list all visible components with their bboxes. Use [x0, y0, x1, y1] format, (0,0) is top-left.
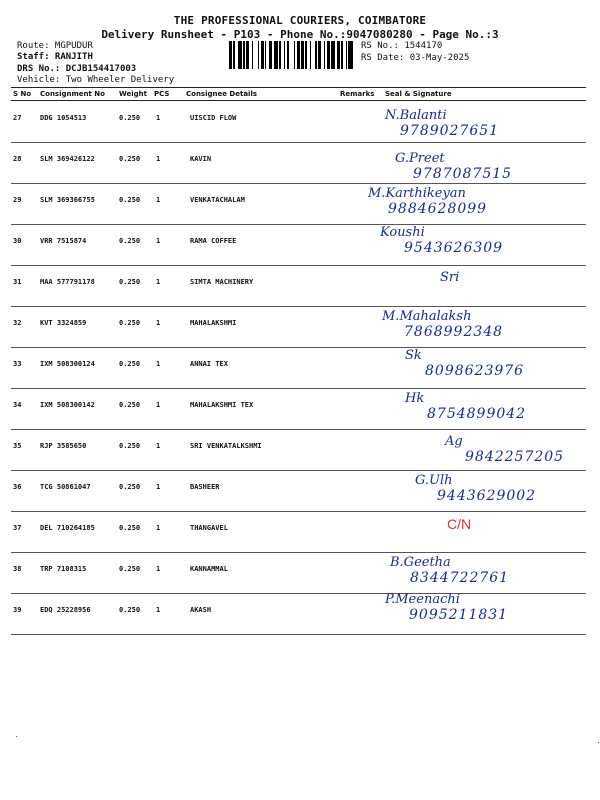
col-header-pcs: PCS: [154, 90, 170, 98]
row-weight: 0.250: [119, 524, 141, 532]
signature-name: B.Geetha: [390, 555, 451, 570]
drs-info: DRS No.: DCJB154417003: [17, 64, 137, 74]
table-row: [0, 266, 600, 307]
handwritten-signature: [405, 344, 422, 363]
signature-phone: 8344722761: [410, 570, 510, 586]
handwritten-signature: [445, 430, 463, 449]
row-consignment-no: VRR 7515874: [40, 237, 87, 245]
row-weight: 0.250: [119, 114, 141, 122]
handwritten-signature: [405, 387, 424, 406]
row-weight: 0.250: [119, 442, 141, 450]
row-consignee: SIMTA MACHINERY: [190, 278, 254, 286]
signature-phone: 8754899042: [427, 406, 527, 422]
row-consignment-no: TCG 50861047: [40, 483, 91, 491]
row-sno: 35: [13, 442, 22, 450]
table-row: [0, 594, 600, 635]
handwritten-phone: [437, 485, 536, 504]
row-pcs: 1: [156, 565, 161, 573]
signature-name: Ag: [445, 434, 463, 449]
row-consignment-no: DEL 710264185: [40, 524, 95, 532]
signature-phone: 7868992348: [404, 324, 504, 340]
row-pcs: 1: [156, 155, 161, 163]
row-sno: 36: [13, 483, 22, 491]
row-sno: 27: [13, 114, 22, 122]
header-bottom-rule: [11, 100, 586, 101]
barcode-image: [229, 41, 356, 69]
row-pcs: 1: [156, 278, 161, 286]
row-consignee: THANGAVEL: [190, 524, 228, 532]
handwritten-phone: [404, 321, 503, 340]
row-consignee: MAHALAKSHMI: [190, 319, 237, 327]
signature-name: G.Ulh: [415, 473, 453, 488]
row-consignment-no: SLM 369426122: [40, 155, 95, 163]
signature-phone: 9842257205: [465, 449, 565, 465]
row-pcs: 1: [156, 606, 161, 614]
handwritten-phone: [425, 360, 524, 379]
row-pcs: 1: [156, 360, 161, 368]
row-sno: 31: [13, 278, 22, 286]
table-row: [0, 512, 600, 553]
handwritten-signature: [440, 266, 459, 285]
row-weight: 0.250: [119, 606, 141, 614]
row-weight: 0.250: [119, 360, 141, 368]
row-weight: 0.250: [119, 565, 141, 573]
signature-phone: 9884628099: [388, 201, 488, 217]
signature-name: Sk: [405, 348, 422, 363]
row-pcs: 1: [156, 483, 161, 491]
row-sno: 38: [13, 565, 22, 573]
row-consignee: UISCID FLOW: [190, 114, 237, 122]
row-consignment-no: KVT 3324859: [40, 319, 87, 327]
handwritten-phone: [413, 163, 512, 182]
table-row: [0, 430, 600, 471]
row-sno: 29: [13, 196, 22, 204]
row-consignment-no: IXM 508300124: [40, 360, 95, 368]
staff-info: Staff: RANJITH: [17, 52, 93, 62]
col-header-sno: S No: [13, 90, 32, 98]
signature-name: P.Meenachi: [385, 592, 460, 607]
handwritten-phone: [410, 567, 509, 586]
row-pcs: 1: [156, 442, 161, 450]
table-row: [0, 471, 600, 512]
vehicle-info: Vehicle: Two Wheeler Delivery: [17, 75, 175, 85]
row-pcs: 1: [156, 524, 161, 532]
col-header-consignee: Consignee Details: [186, 90, 258, 98]
table-row: [0, 348, 600, 389]
col-header-seal: Seal & Signature: [385, 90, 452, 98]
handwritten-phone: [409, 604, 508, 623]
row-consignee: ANNAI TEX: [190, 360, 228, 368]
row-pcs: 1: [156, 237, 161, 245]
signature-name: Sri: [440, 270, 460, 285]
row-weight: 0.250: [119, 196, 141, 204]
row-pcs: 1: [156, 196, 161, 204]
row-sno: 39: [13, 606, 22, 614]
row-consignment-no: DDG 1054513: [40, 114, 87, 122]
runsheet-subtitle: Delivery Runsheet - P103 - Phone No.:9047080280 - Page No.:3: [101, 28, 499, 41]
row-consignee: SRI VENKATALKSHMI: [190, 442, 262, 450]
table-row: [0, 553, 600, 594]
row-consignee: MAHALAKSHMI TEX: [190, 401, 254, 409]
col-header-consignment: Consignment No: [40, 90, 105, 98]
col-header-weight: Weight: [119, 90, 147, 98]
signature-name: N.Balanti: [385, 108, 447, 123]
row-sno: 33: [13, 360, 22, 368]
signature-phone: 9789027651: [400, 123, 500, 139]
signature-phone: 9095211831: [409, 607, 509, 623]
row-consignee: KAVIN: [190, 155, 212, 163]
handwritten-phone: [404, 237, 503, 256]
signature-name: M.Karthikeyan: [368, 186, 466, 201]
row-sno: 32: [13, 319, 22, 327]
table-row: [0, 307, 600, 348]
row-sno: 37: [13, 524, 22, 532]
row-consignee: AKASH: [190, 606, 212, 614]
row-weight: 0.250: [119, 319, 141, 327]
handwritten-phone: [388, 198, 487, 217]
handwritten-phone: [465, 446, 564, 465]
row-weight: 0.250: [119, 155, 141, 163]
row-sno: 34: [13, 401, 22, 409]
signature-phone: 9543626309: [404, 240, 504, 256]
row-weight: 0.250: [119, 278, 141, 286]
row-pcs: 1: [156, 319, 161, 327]
header-top-rule: [11, 87, 586, 88]
row-consignment-no: RJP 3585650: [40, 442, 87, 450]
row-consignment-no: IXM 508300142: [40, 401, 95, 409]
row-weight: 0.250: [119, 401, 141, 409]
row-consignment-no: MAA 577791178: [40, 278, 95, 286]
remark-mark: C/N: [447, 516, 472, 532]
signature-phone: 8098623976: [425, 363, 525, 379]
row-consignee: VENKATACHALAM: [190, 196, 245, 204]
row-consignee: RAMA COFFEE: [190, 237, 237, 245]
signature-phone: 9787087515: [413, 166, 513, 182]
page-mark: [16, 736, 17, 737]
handwritten-phone: [400, 120, 499, 139]
row-pcs: 1: [156, 114, 161, 122]
page-mark: [598, 742, 599, 743]
row-divider: [11, 634, 586, 635]
row-pcs: 1: [156, 401, 161, 409]
signature-phone: 9443629002: [437, 488, 537, 504]
route-info: Route: MGPUDUR: [17, 41, 93, 51]
signature-name: G.Preet: [395, 151, 445, 166]
row-consignee: BASHEER: [190, 483, 220, 491]
rs-no-info: RS No.: 1544170: [361, 41, 443, 51]
handwritten-phone: [427, 403, 526, 422]
row-sno: 30: [13, 237, 22, 245]
table-row: [0, 143, 600, 184]
table-row: [0, 389, 600, 430]
table-row: [0, 225, 600, 266]
signature-name: Hk: [405, 391, 425, 406]
row-consignment-no: TRP 7108315: [40, 565, 87, 573]
row-consignee: KANNAMMAL: [190, 565, 228, 573]
signature-name: Koushi: [380, 225, 425, 240]
col-header-remarks: Remarks: [340, 90, 375, 98]
row-weight: 0.250: [119, 237, 141, 245]
row-consignment-no: SLM 369366755: [40, 196, 95, 204]
row-sno: 28: [13, 155, 22, 163]
company-title: THE PROFESSIONAL COURIERS, COIMBATORE: [173, 14, 427, 27]
row-consignment-no: EDQ 25228956: [40, 606, 91, 614]
signature-name: M.Mahalaksh: [382, 309, 472, 324]
rs-date-info: RS Date: 03-May-2025: [361, 53, 470, 63]
row-weight: 0.250: [119, 483, 141, 491]
table-row: [0, 184, 600, 225]
table-row: [0, 102, 600, 143]
